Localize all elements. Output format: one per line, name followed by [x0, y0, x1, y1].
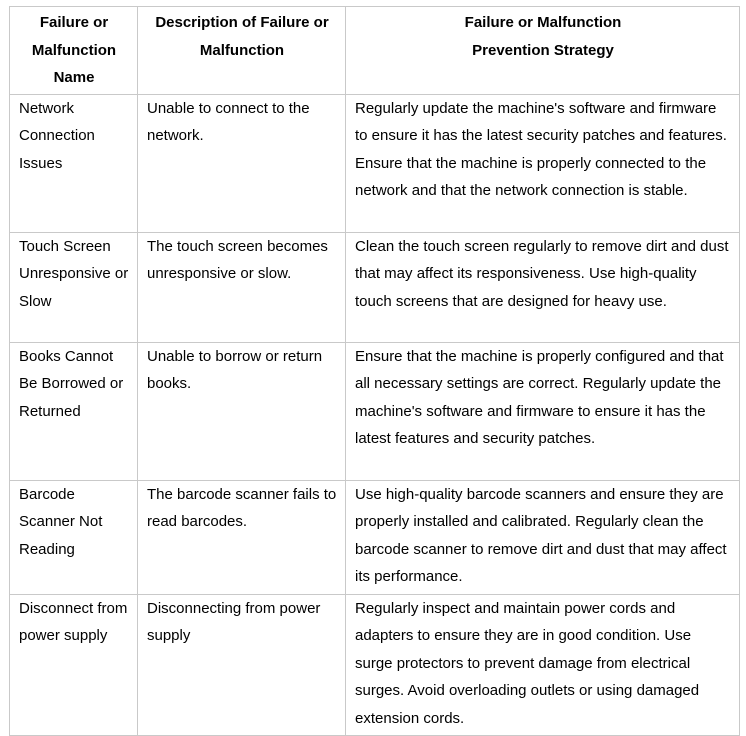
row-description: The touch screen becomes unresponsive or slow. — [138, 232, 346, 342]
table-row — [10, 480, 740, 594]
row-failure-name: Network Connection Issues — [10, 94, 138, 232]
header-description: Description of Failure or Malfunction — [138, 7, 346, 95]
table-row — [10, 594, 740, 736]
failure-prevention-table — [9, 6, 740, 736]
row-prevention-strategy: Use high-quality barcode scanners and ensure they are properly installed and calibrated. Regularly clean the barcode scanner to remove dirt and dust that may affect its performance. — [346, 480, 740, 594]
row-failure-name: Touch Screen Unresponsive or Slow — [10, 232, 138, 342]
table-row — [10, 94, 740, 232]
row-description: Disconnecting from power supply — [138, 594, 346, 736]
header-prevention-strategy-line2: Prevention Strategy — [472, 41, 614, 59]
row-prevention-strategy: Regularly update the machine's software and firmware to ensure it has the latest security patches and features. Ensure that the machine is properly connected to the network and that the network connection is stable. — [346, 94, 740, 232]
row-description: Unable to borrow or return books. — [138, 342, 346, 480]
row-prevention-strategy: Clean the touch screen regularly to remove dirt and dust that may affect its responsiveness. Use high-quality touch screens that are designed for heavy use. — [346, 232, 740, 342]
row-failure-name: Barcode Scanner Not Reading — [10, 480, 138, 594]
header-prevention-strategy — [346, 7, 740, 95]
row-prevention-strategy: Regularly inspect and maintain power cords and adapters to ensure they are in good condition. Use surge protectors to prevent damage from electrical surges. Avoid overloading outlets or using damaged extension cords. — [346, 594, 740, 736]
table-row — [10, 232, 740, 342]
row-failure-name: Disconnect from power supply — [10, 594, 138, 736]
row-description: Unable to connect to the network. — [138, 94, 346, 232]
row-prevention-strategy: Ensure that the machine is properly configured and that all necessary settings are correct. Regularly update the machine's software and firmware to ensure it has the latest features and security patches. — [346, 342, 740, 480]
row-failure-name: Books Cannot Be Borrowed or Returned — [10, 342, 138, 480]
row-description: The barcode scanner fails to read barcodes. — [138, 480, 346, 594]
header-prevention-strategy-line1: Failure or Malfunction — [464, 14, 622, 31]
table-row — [10, 342, 740, 480]
header-failure-name: Failure or Malfunction Name — [10, 7, 138, 95]
table-header-row — [10, 7, 740, 95]
